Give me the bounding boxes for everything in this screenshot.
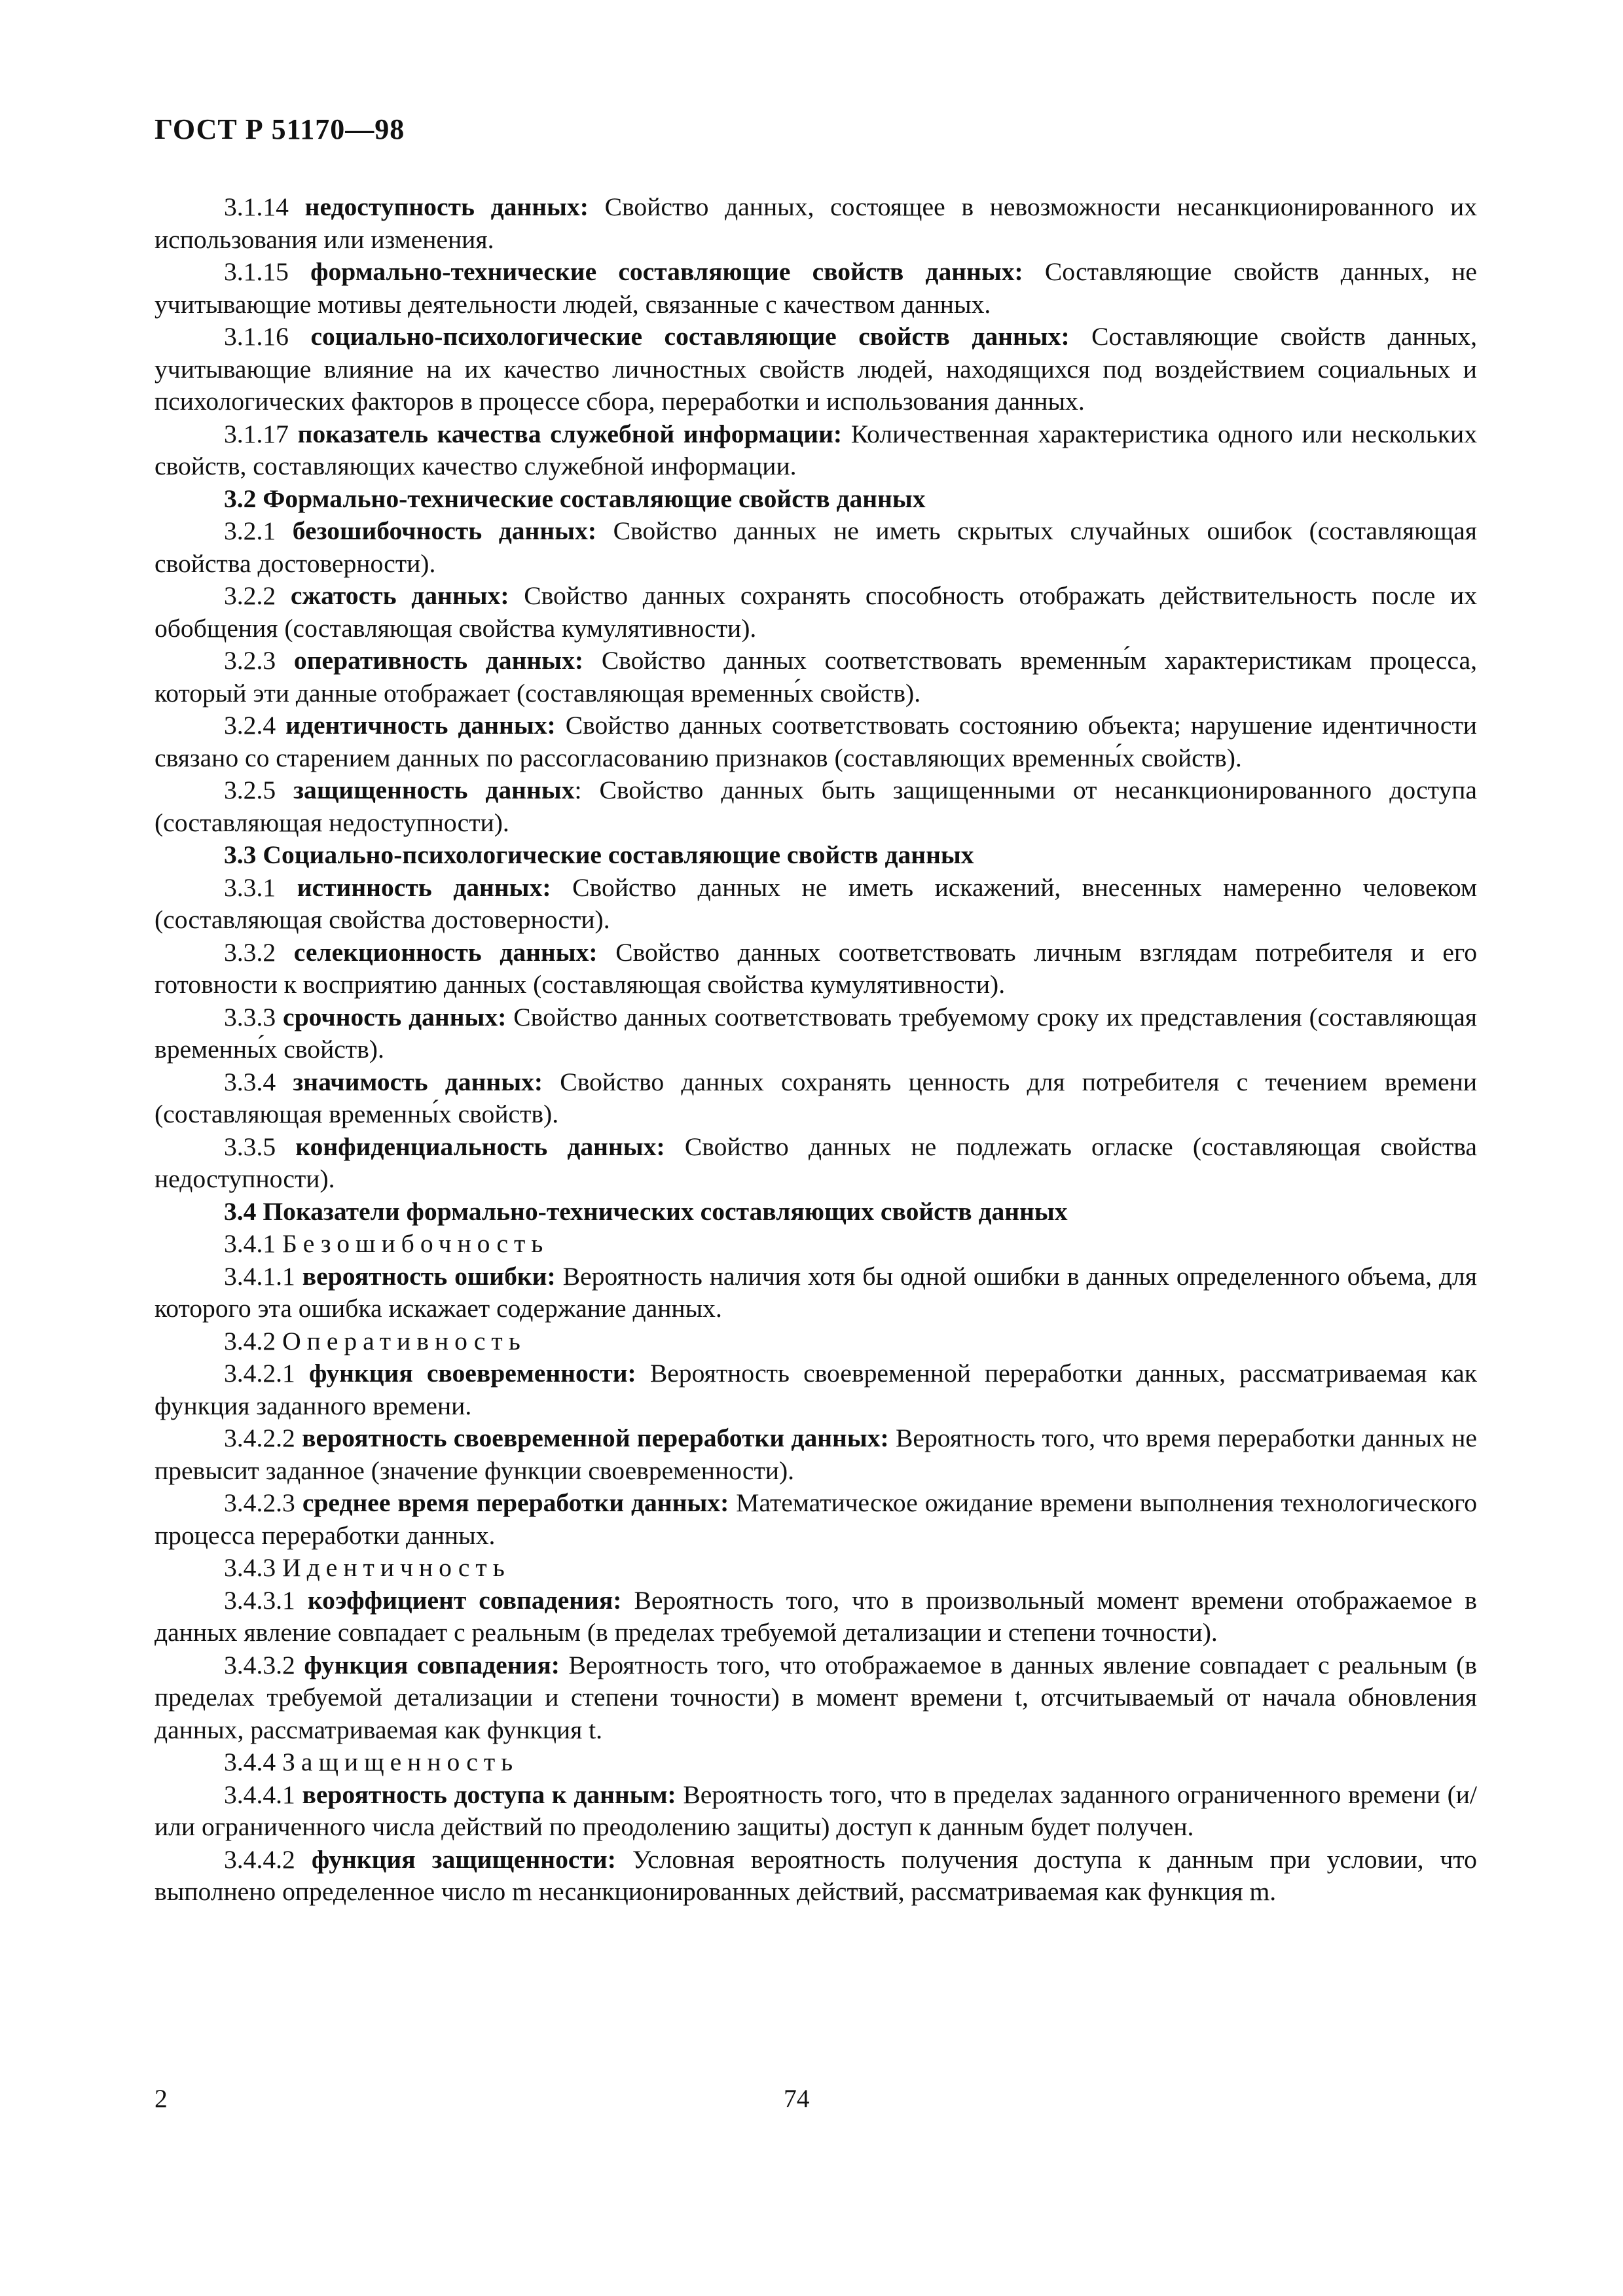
definition-paragraph — [155, 774, 1477, 839]
clause-number: 3.1.15 — [224, 257, 289, 286]
term: селекционность данных: — [293, 937, 598, 967]
clause-number: 3.3.3 — [224, 1002, 276, 1031]
clause-number: 3.1.16 — [224, 322, 289, 351]
section-heading-text: 3.2 Формально-технические составляющие свойств данных — [224, 484, 926, 513]
term: коэффициент совпадения: — [307, 1585, 622, 1615]
term: недоступность данных: — [304, 192, 589, 221]
definition-text: Вероятность того, что отображаемое в данных явление совпадает с реальным (в пределах требуемой детализации и степени точности) в момент времени t, отсчитываемый от начала обновления данных, рассматриваемая как функция t. — [155, 1650, 1477, 1744]
section-heading — [155, 1196, 1477, 1229]
definition-text: : Свойство данных быть защищенными от несанкционированного доступа (составляющая недоступности). — [155, 776, 1477, 837]
definition-paragraph — [155, 515, 1477, 580]
term: вероятность ошибки: — [302, 1261, 556, 1291]
definition-text: Свойство данных соответствовать требуемому сроку их представления (составляющая временны́х свойств). — [155, 1002, 1477, 1064]
section-heading — [155, 839, 1477, 872]
page-number-center: 74 — [784, 2084, 810, 2113]
clause-number: 3.3.1 — [224, 872, 276, 902]
definition-text: Свойство данных соответствовать временны́м характеристикам процесса, который эти данные отображает (составляющая временны́х свойств). — [155, 646, 1477, 708]
term: среднее время переработки данных: — [302, 1488, 729, 1517]
term: значимость данных: — [293, 1067, 543, 1096]
definition-paragraph — [155, 872, 1477, 937]
definition-paragraph — [155, 709, 1477, 774]
clause-number: 3.1.17 — [224, 419, 289, 448]
definition-paragraph — [155, 1001, 1477, 1066]
section-heading-text: 3.4 Показатели формально-технических составляющих свойств данных — [224, 1196, 1068, 1226]
section-heading-text: 3.3 Социально-психологические составляющие свойств данных — [224, 840, 974, 869]
clause-number: 3.4.4.1 — [224, 1780, 295, 1809]
clause-number: 3.2.4 — [224, 711, 276, 740]
clause-number: 3.4.2.1 — [224, 1359, 295, 1388]
term: срочность данных: — [283, 1002, 507, 1031]
subsection-title: Идентичность — [282, 1553, 511, 1582]
subsection-heading — [155, 1325, 1477, 1358]
document-body — [155, 191, 1477, 1909]
definition-paragraph — [155, 937, 1477, 1001]
definition-paragraph — [155, 256, 1477, 321]
definition-paragraph — [155, 580, 1477, 645]
definition-text: Свойство данных не иметь искажений, внесенных намеренно человеком (составляющая свойства достоверности). — [155, 872, 1477, 934]
term: социально-психологические составляющие свойств данных: — [310, 322, 1070, 351]
clause-number: 3.2.2 — [224, 581, 276, 610]
clause-number: 3.3.2 — [224, 937, 276, 967]
term: функция защищенности: — [311, 1844, 616, 1874]
definition-text: Составляющие свойств данных, учитывающие влияние на их качество личностных свойств людей, находящихся под воздействием социальных и психологических факторов в процессе сбора, переработки и использования данных. — [155, 322, 1477, 416]
clause-number: 3.3.5 — [224, 1132, 276, 1161]
definition-text: Свойство данных, состоящее в невозможности несанкционированного их использования или изменения. — [155, 192, 1477, 254]
term: формально-технические составляющие свойств данных: — [310, 257, 1023, 286]
definition-paragraph — [155, 1422, 1477, 1487]
definition-paragraph — [155, 1131, 1477, 1196]
definition-paragraph — [155, 645, 1477, 709]
definition-paragraph — [155, 1844, 1477, 1909]
definition-text: Количественная характеристика одного или нескольких свойств, составляющих качество служебной информации. — [155, 419, 1477, 480]
term: защищенность данных — [293, 776, 575, 804]
clause-number: 3.2.5 — [224, 776, 276, 804]
clause-number: 3.1.14 — [224, 192, 289, 221]
definition-text: Вероятность того, что в произвольный момент времени отображаемое в данных явление совпадает с реальным (в пределах требуемой детализации и степени точности). — [155, 1585, 1477, 1647]
term: вероятность своевременной переработки данных: — [302, 1424, 889, 1452]
term: идентичность данных: — [285, 711, 556, 740]
definition-text: Свойство данных не подлежать огласке (составляющая свойства недоступности). — [155, 1132, 1477, 1193]
definition-text: Вероятность того, что в пределах заданного ограниченного времени (и/или ограниченного числа действий по преодолению защиты) доступ к данным будет получен. — [155, 1780, 1477, 1841]
clause-number: 3.4.2 — [224, 1326, 276, 1355]
definition-text: Свойство данных сохранять ценность для потребителя с течением времени (составляющая временны́х свойств). — [155, 1067, 1477, 1128]
definition-paragraph — [155, 1487, 1477, 1552]
definition-paragraph — [155, 1649, 1477, 1747]
definition-text: Условная вероятность получения доступа к данным при условии, что выполнено определенное число m несанкционированных действий, рассматриваемая как функция m. — [155, 1844, 1477, 1906]
subsection-heading — [155, 1552, 1477, 1585]
clause-number: 3.4.3.2 — [224, 1650, 295, 1679]
subsection-title: Оперативность — [282, 1326, 526, 1355]
definition-text: Вероятность наличия хотя бы одной ошибки в данных определенного объема, для которого эта ошибка искажает содержание данных. — [155, 1261, 1477, 1323]
page-number-left: 2 — [155, 2084, 168, 2113]
term: сжатость данных: — [290, 581, 509, 610]
term: безошибочность данных: — [292, 516, 597, 545]
definition-text: Свойство данных не иметь скрытых случайных ошибок (составляющая свойства достоверности). — [155, 516, 1477, 578]
clause-number: 3.4.1.1 — [224, 1261, 295, 1291]
term: истинность данных: — [297, 872, 551, 902]
definition-paragraph — [155, 418, 1477, 483]
clause-number: 3.4.1 — [224, 1229, 276, 1258]
definition-paragraph — [155, 1779, 1477, 1844]
clause-number: 3.4.3.1 — [224, 1585, 295, 1615]
subsection-heading — [155, 1746, 1477, 1779]
document-header-title: ГОСТ Р 51170—98 — [155, 113, 405, 145]
subsection-title: Безошибочность — [282, 1229, 549, 1258]
term: показатель качества служебной информации: — [297, 419, 843, 448]
clause-number: 3.3.4 — [224, 1067, 276, 1096]
clause-number: 3.4.2.3 — [224, 1488, 295, 1517]
definition-paragraph — [155, 1585, 1477, 1649]
clause-number: 3.4.2.2 — [224, 1424, 295, 1452]
definition-text: Составляющие свойств данных, не учитывающие мотивы деятельности людей, связанные с качеством данных. — [155, 257, 1477, 319]
clause-number: 3.4.4.2 — [224, 1844, 295, 1874]
section-heading — [155, 483, 1477, 516]
definition-paragraph — [155, 1261, 1477, 1325]
term: функция совпадения: — [304, 1650, 560, 1679]
subsection-heading — [155, 1228, 1477, 1261]
clause-number: 3.4.4 — [224, 1748, 276, 1776]
definition-text: Вероятность своевременной переработки данных, рассматриваемая как функция заданного времени. — [155, 1359, 1477, 1420]
definition-text: Вероятность того, что время переработки данных не превысит заданное (значение функции своевременности). — [155, 1424, 1477, 1485]
definition-text: Свойство данных соответствовать личным взглядам потребителя и его готовности к восприятию данных (составляющая свойства кумулятивности). — [155, 937, 1477, 999]
subsection-title: Защищенность — [282, 1748, 519, 1776]
definition-text: Математическое ожидание времени выполнения технологического процесса переработки данных. — [155, 1488, 1477, 1550]
term: вероятность доступа к данным: — [302, 1780, 676, 1809]
definition-paragraph — [155, 1066, 1477, 1131]
term: функция своевременности: — [308, 1359, 636, 1388]
definition-text: Свойство данных соответствовать состоянию объекта; нарушение идентичности связано со старением данных по рассогласованию признаков (составляющих временны́х свойств). — [155, 711, 1477, 772]
term: конфиденциальность данных: — [295, 1132, 665, 1161]
clause-number: 3.2.3 — [224, 646, 276, 675]
definition-paragraph — [155, 191, 1477, 256]
clause-number: 3.2.1 — [224, 516, 276, 545]
definition-text: Свойство данных сохранять способность отображать действительность после их обобщения (составляющая свойства кумулятивности). — [155, 581, 1477, 643]
term: оперативность данных: — [293, 646, 584, 675]
definition-paragraph — [155, 1357, 1477, 1422]
definition-paragraph — [155, 321, 1477, 418]
clause-number: 3.4.3 — [224, 1553, 276, 1582]
